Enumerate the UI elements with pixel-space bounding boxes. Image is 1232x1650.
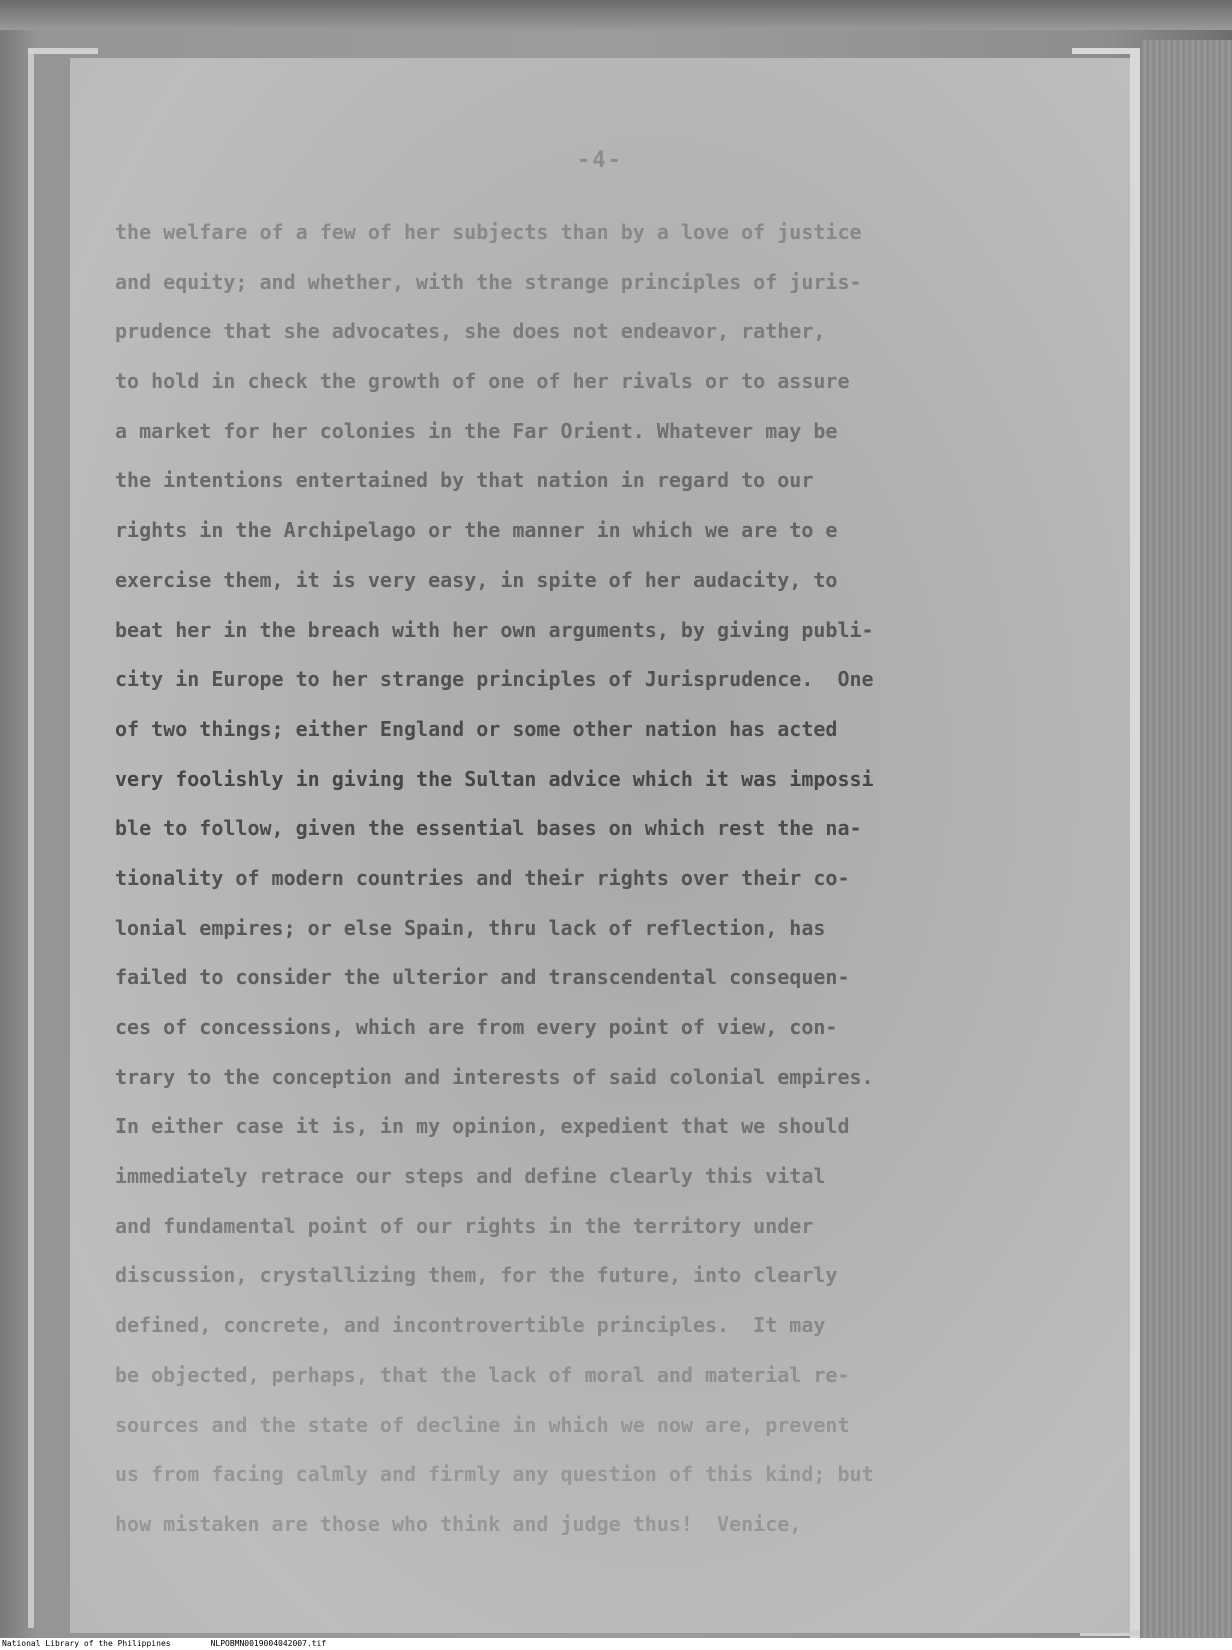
text-line: the welfare of a few of her subjects than by a love of justice [115, 220, 862, 244]
text-line: In either case it is, in my opinion, expedient that we should [115, 1114, 850, 1139]
file-name-label: NLPOBMN00190040420​07.tif [210, 1639, 327, 1648]
text-line: very foolishly in giving the Sultan advice which it was impossi [115, 766, 874, 791]
text-line: a market for her colonies in the Far Orient. Whatever may be [115, 418, 838, 443]
page-number: -4- [577, 148, 623, 173]
text-line: and equity; and whether, with the strange principles of juris- [115, 269, 862, 294]
book-page-edges [1142, 40, 1232, 1638]
scan-caption [0, 1638, 1232, 1650]
text-line: how mistaken are those who think and judge thus! Venice, [115, 1511, 802, 1536]
text-line: sources and the state of decline in which we now are, prevent [115, 1412, 850, 1437]
text-line: us from facing calmly and firmly any question of this kind; but [115, 1462, 874, 1487]
scanner-corner-top-left [28, 48, 98, 54]
text-line: of two things; either England or some other nation has acted [115, 716, 838, 741]
text-line: lonial empires; or else Spain, thru lack of reflection, has [115, 915, 826, 940]
text-line: and fundamental point of our rights in the territory under [115, 1213, 814, 1238]
text-line: ces of concessions, which are from every point of view, con- [115, 1015, 838, 1039]
text-line: the intentions entertained by that nation in regard to our [115, 468, 814, 493]
body-text [115, 208, 1115, 1550]
institution-label: National Library of the Philippines [2, 1639, 171, 1648]
text-line: trary to the conception and interests of said colonial empires. [115, 1064, 874, 1089]
text-line: failed to consider the ulterior and transcendental consequen- [115, 965, 850, 990]
text-line: exercise them, it is very easy, in spite of her audacity, to [115, 567, 838, 592]
scan-top-shadow [0, 0, 1232, 30]
text-line: be objected, perhaps, that the lack of moral and material re- [115, 1362, 850, 1387]
text-line: ble to follow, given the essential bases on which rest the na- [115, 816, 862, 841]
scanner-corner-top-right [1072, 48, 1136, 54]
text-line: tionality of modern countries and their rights over their co- [115, 865, 850, 890]
document-page [70, 58, 1130, 1633]
scanner-left-rail [28, 48, 34, 1628]
text-line: prudence that she advocates, she does not endeavor, rather, [115, 319, 826, 344]
text-line: defined, concrete, and incontrovertible principles. It may [115, 1313, 826, 1338]
text-line: city in Europe to her strange principles of Jurisprudence. One [115, 667, 874, 692]
scanner-right-rail [1130, 48, 1140, 1638]
text-line: to hold in check the growth of one of her rivals or to assure [115, 369, 850, 394]
text-line: beat her in the breach with her own arguments, by giving publi- [115, 617, 874, 642]
text-line: immediately retrace our steps and define clearly this vital [115, 1164, 826, 1189]
text-line: rights in the Archipelago or the manner in which we are to e [115, 518, 838, 543]
text-line: discussion, crystallizing them, for the future, into clearly [115, 1263, 838, 1288]
